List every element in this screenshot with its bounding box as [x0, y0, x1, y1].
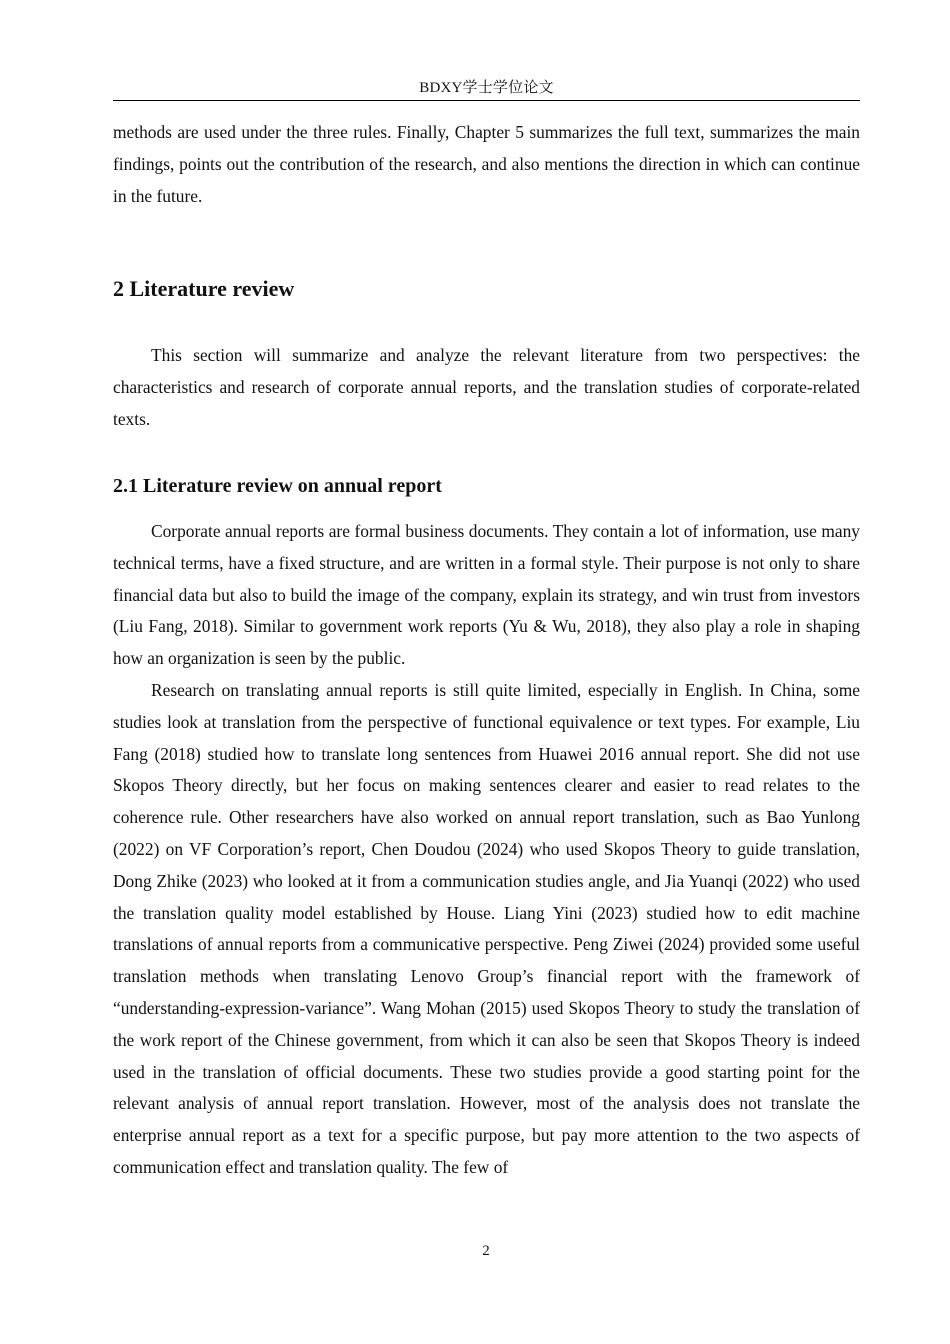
header-rule	[113, 100, 860, 101]
intro-paragraph: methods are used under the three rules. Finally, Chapter 5 summarizes the full text, summarizes the main findings, points out the contribution of the research, and also mentions the direction in which can continue in the future.	[113, 122, 860, 206]
section-heading-2-1: 2.1 Literature review on annual report	[113, 475, 442, 497]
paragraph: Corporate annual reports are formal business documents. They contain a lot of information, use many technical terms, have a fixed structure, and are written in a formal style. Their purpose is not only to share financial data but also to build the image of the company, explain its strategy, and win trust from investors (Liu Fang, 2018). Similar to government work reports (Yu & Wu, 2018), they also play a role in shaping how an organization is seen by the public.	[113, 521, 860, 669]
paragraph: Research on translating annual reports is still quite limited, especially in English. In China, some studies look at translation from the perspective of functional equivalence or text types. For example, Liu Fang (2018) studied how to translate long sentences from Huawei 2016 annual report. She did not use Skopos Theory directly, but her focus on making sentences clearer and easier to read relates to the coherence rule. Other researchers have also worked on annual report translation, such as Bao Yunlong (2022) on VF Corporation’s report, Chen Doudou (2024) who used Skopos Theory to guide translation, Dong Zhike (2023) who looked at it from a communication studies angle, and Jia Yuanqi (2022) who used the translation quality model established by House. Liang Yini (2023) studied how to edit machine translations of annual reports from a communicative perspective. Peng Ziwei (2024) provided some useful translation methods when translating Lenovo Group’s financial report with the framework of “understanding-expression-variance”. Wang Mohan (2015) used Skopos Theory to study the translation of the work report of the Chinese government, from which it can also be seen that Skopos Theory is indeed used in the translation of official documents. These two studies provide a good starting point for the relevant analysis of annual report translation. However, most of the analysis does not translate the enterprise annual report as a text for a specific purpose, but pay more attention to the two aspects of communication effect and translation quality. The few of	[113, 679, 860, 1177]
page-number: 2	[482, 1243, 490, 1259]
section-2-paragraph: This section will summarize and analyze the relevant literature from two perspectives: the characteristics and research of corporate annual reports, and the translation studies of corporate-related texts.	[113, 345, 860, 429]
running-header: BDXY学士学位论文	[419, 80, 554, 96]
section-heading-2: 2 Literature review	[113, 276, 295, 301]
section-2-body	[113, 340, 860, 435]
intro-paragraph-block	[113, 117, 860, 212]
section-2-1-body	[113, 516, 860, 1184]
